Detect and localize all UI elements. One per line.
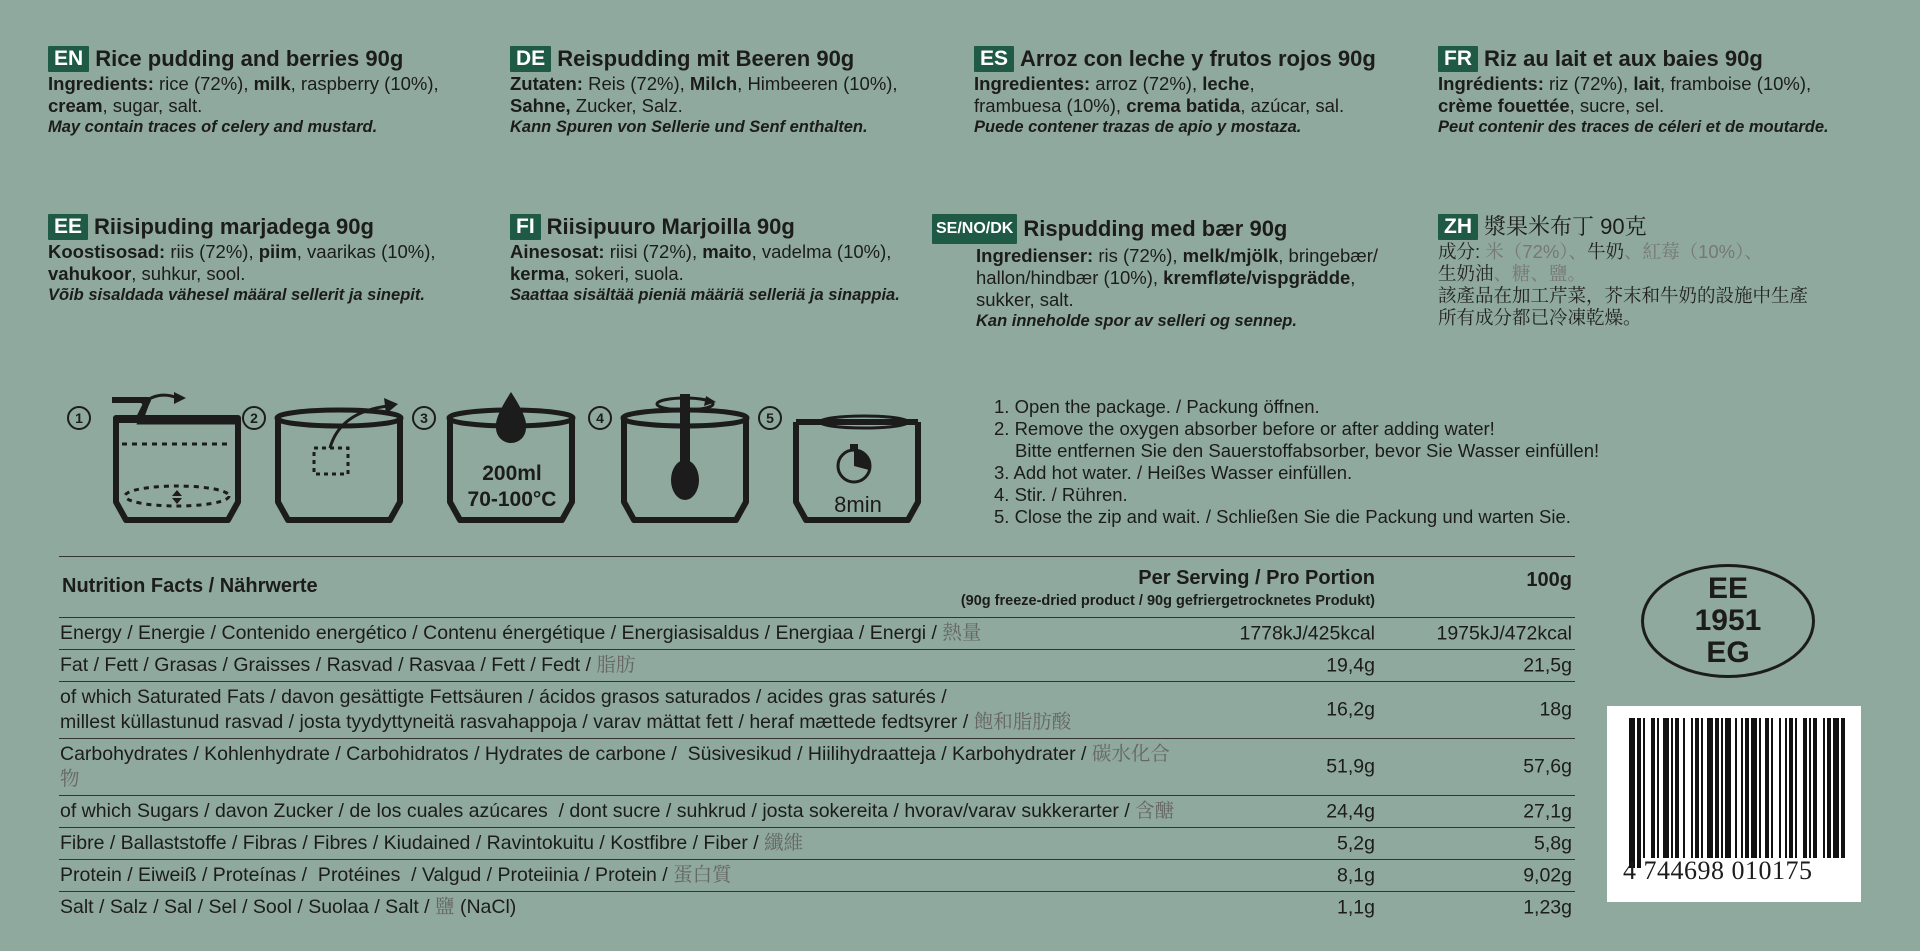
instruction-line: Bitte entfernen Sie den Sauerstoffabsorber, bevor Sie Wasser einfüllen! [1015, 440, 1600, 461]
barcode-bar [1637, 718, 1641, 868]
lang-block-ee [48, 214, 488, 306]
ingredients-line [1438, 95, 1878, 117]
nutrient-name-text: of which Saturated Fats / davon gesättigte Fettsäuren / ácidos grasos saturados / acides gras saturés / [60, 686, 947, 708]
ingredient-segment: piim [258, 241, 297, 262]
value-per-100g: 27,1g [1523, 800, 1572, 822]
nutrient-name-line [60, 831, 1180, 856]
nutrient-name-chinese: 纖維 [764, 832, 804, 854]
nutrient-name-chinese: 蛋白質 [673, 864, 732, 886]
health-mark-line: EG [1706, 636, 1750, 669]
health-mark-oval [1641, 564, 1815, 678]
ingredients-line [974, 95, 1414, 117]
per-serving-header [961, 567, 1375, 609]
ingredient-segment: , [1249, 73, 1255, 94]
barcode-bar [1725, 718, 1731, 858]
ingredient-segment: 生奶油 [1438, 263, 1494, 284]
ingredient-segment: , raspberry (10%), [290, 73, 439, 94]
ingredient-segment: lait [1633, 73, 1661, 94]
ingredient-segment: rice (72%), [153, 73, 254, 94]
nutrient-name [59, 860, 1180, 891]
step-5-number: 5 [758, 406, 782, 430]
value-per-100g: 1,23g [1523, 896, 1572, 918]
nutrient-name [59, 828, 1180, 859]
step-1-number: 1 [67, 406, 91, 430]
nutrition-row [59, 681, 1575, 738]
nutrient-name-text: Protein / Eiweiß / Proteínas / Protéines / Valgud / Proteiinia / Protein / [60, 864, 674, 886]
ingredient-segment: , bringebær/ [1278, 245, 1379, 266]
value-per-serving: 1,1g [1337, 896, 1375, 918]
value-per-100g: 57,6g [1523, 755, 1572, 778]
allergen-note: Puede contener trazas de apio y mostaza. [974, 118, 1302, 136]
ingredient-segment: Koostisosad: [48, 241, 166, 262]
ingredient-segment: Ainesosat: [510, 241, 605, 262]
nutrition-row [59, 795, 1575, 827]
ingredients-line [1438, 307, 1878, 329]
allergen-note: Saattaa sisältää pieniä määriä selleriä ja sinappia. [510, 286, 900, 304]
ingredient-segment: maito [702, 241, 752, 262]
allergen-note: Kann Spuren von Sellerie und Senf enthalten. [510, 118, 868, 136]
ingredients-line [48, 73, 488, 95]
barcode-bar [1759, 718, 1761, 858]
allergen-note: May contain traces of celery and mustard. [48, 118, 378, 136]
product-title: Arroz con leche y frutos rojos 90g [1020, 46, 1376, 71]
ingredient-segment: hallon/hindbær (10%), [976, 267, 1164, 288]
ingredients-line [976, 289, 1412, 311]
ingredients-line [1438, 241, 1878, 263]
per-serving-label: Per Serving / Pro Portion [1138, 567, 1375, 589]
lang-code-badge: FR [1438, 46, 1478, 72]
barcode-bar [1823, 718, 1825, 858]
wait-time-label: 8min [834, 492, 882, 517]
ingredient-segment: , framboise (10%), [1660, 73, 1812, 94]
nutrient-name-line [60, 799, 1180, 824]
ingredients-line [976, 245, 1412, 267]
nutrition-rows [59, 617, 1575, 923]
ingredients-line [48, 263, 488, 285]
barcode-bar [1691, 718, 1693, 858]
ingredients-line [48, 241, 488, 263]
nutrient-name-suffix: (NaCl) [454, 896, 517, 918]
ingredient-segment: kerma [510, 263, 565, 284]
barcode-bar [1701, 718, 1703, 858]
barcode-bar [1735, 718, 1737, 858]
barcode-bar [1779, 718, 1781, 858]
ingredient-segment: Sahne, [510, 95, 571, 116]
barcode-bar [1671, 718, 1673, 858]
ingredient-segment: , vadelma (10%), [751, 241, 892, 262]
nutrient-name-line [60, 653, 1180, 678]
barcode-bar [1715, 718, 1719, 858]
lang-code-badge: ES [974, 46, 1014, 72]
ingredient-segment: , sugar, salt. [102, 95, 203, 116]
nutrient-name-chinese: 鹽 [435, 896, 455, 918]
instruction-line: 4. Stir. / Rühren. [994, 484, 1128, 505]
product-title: Riisipuding marjadega 90g [94, 214, 374, 239]
nutrient-name-chinese: 熱量 [942, 622, 982, 644]
lang-header [48, 46, 488, 72]
barcode-bar [1663, 718, 1669, 858]
nutrition-row [59, 738, 1575, 795]
ingredient-segment: riis (72%), [165, 241, 259, 262]
barcode-bar [1721, 718, 1723, 858]
value-per-serving: 5,2g [1337, 832, 1375, 854]
ingredient-segment: 所有成分都已冷凍乾燥。 [1438, 307, 1642, 328]
nutrition-title: Nutrition Facts / Nährwerte [62, 575, 318, 597]
value-per-serving: 51,9g [1326, 755, 1375, 778]
barcode-bar [1745, 718, 1749, 858]
ingredients-text [48, 241, 488, 285]
product-title: Riisipuuro Marjoilla 90g [546, 214, 795, 239]
nutrient-name [59, 618, 1180, 649]
nutrition-row [59, 859, 1575, 891]
barcode-bar [1785, 718, 1787, 858]
step-4-number: 4 [588, 406, 612, 430]
ingredients-line [510, 95, 950, 117]
ingredient-segment: Ingredientes: [974, 73, 1091, 94]
value-per-100g: 5,8g [1534, 832, 1572, 854]
ingredient-segment: 、紅莓（10%）、 [1624, 241, 1763, 262]
nutrient-name-line [60, 895, 1180, 920]
nutrition-row [59, 827, 1575, 859]
barcode-bar [1803, 718, 1807, 858]
ingredient-segment: 成分: [1438, 241, 1486, 262]
nutrient-name [59, 682, 1180, 738]
product-title: Rice pudding and berries 90g [95, 46, 404, 71]
lang-block-zh [1438, 214, 1878, 329]
ingredient-segment: leche [1202, 73, 1250, 94]
instruction-line: 2. Remove the oxygen absorber before or after adding water! [994, 418, 1495, 439]
ingredient-segment: riz (72%), [1543, 73, 1634, 94]
allergen-note: Kan inneholde spor av selleri og sennep. [976, 312, 1297, 330]
nutrient-name-text: Carbohydrates / Kohlenhydrate / Carbohidratos / Hydrates de carbone / Süsivesikud / Hiilihydraatteja / Karbohydrater / [60, 743, 1092, 765]
ingredient-segment: riisi (72%), [604, 241, 703, 262]
barcode-number: 4 744698 010175 [1623, 856, 1813, 885]
per-100g-label: 100g [1526, 569, 1572, 591]
lang-code-badge: ZH [1438, 214, 1478, 240]
stir-icon [616, 392, 756, 524]
ingredient-segment: , vaarikas (10%), [296, 241, 436, 262]
value-per-100g: 18g [1539, 698, 1572, 721]
water-temp-label: 70-100°C [467, 488, 557, 511]
nutrient-name-line [60, 863, 1180, 888]
instruction-line: 5. Close the zip and wait. / Schließen Sie die Packung und warten Sie. [994, 506, 1571, 527]
barcode [1607, 706, 1861, 902]
lang-header [974, 46, 1414, 72]
preparation-instructions [994, 396, 1599, 528]
ingredients-line [510, 263, 950, 285]
product-title: Reispudding mit Beeren 90g [557, 46, 855, 71]
per-serving-note: (90g freeze-dried product / 90g gefriergetrocknetes Produkt) [960, 593, 1375, 609]
ingredient-segment: , sokeri, suola. [564, 263, 684, 284]
barcode-bar [1789, 718, 1793, 858]
open-package-icon [108, 392, 248, 524]
ingredients-text [1438, 241, 1878, 329]
ingredients-line [48, 95, 488, 117]
ingredient-segment: Ingredienser: [976, 245, 1094, 266]
ingredient-segment: crema batida [1126, 95, 1241, 116]
barcode-bar [1707, 718, 1713, 858]
ingredient-segment: arroz (72%), [1090, 73, 1203, 94]
barcode-bar [1809, 718, 1811, 858]
product-title: Riz au lait et aux baies 90g [1484, 46, 1763, 71]
ingredient-segment: cream [48, 95, 103, 116]
lang-code-badge: EN [48, 46, 89, 72]
nutrient-name-text: of which Sugars / davon Zucker / de los cuales azúcares / dont sucre / suhkrud / josta sokereita / hvorav/varav sukkerarter / [60, 800, 1136, 822]
barcode-bar [1827, 718, 1831, 858]
value-per-serving: 16,2g [1326, 698, 1375, 721]
nutrient-name-text: Energy / Energie / Contenido energético / Contenu énergétique / Energiasisaldus / Energiaa / Energi / [60, 622, 943, 644]
ingredient-segment: 米（72%）、 [1485, 241, 1588, 262]
value-per-serving: 1778kJ/425kcal [1239, 622, 1375, 644]
nutrient-name-line [60, 685, 1180, 710]
ingredient-segment: , suhkur, sool. [131, 263, 246, 284]
instruction-line: 3. Add hot water. / Heißes Wasser einfüllen. [994, 462, 1353, 483]
ingredient-segment: Zutaten: [510, 73, 583, 94]
preparation-icons [64, 392, 944, 532]
ingredient-segment: frambuesa (10%), [974, 95, 1127, 116]
ingredients-text [510, 241, 950, 285]
lang-block-es [974, 46, 1414, 138]
nutrient-name-text: millest küllastunud rasvad / josta tyydyttyneitä rasvahappoja / varav mättat fett / heraf mættede fedtsyrer / [60, 711, 974, 733]
product-title: 漿果米布丁 90克 [1484, 214, 1647, 239]
lang-header [1438, 46, 1878, 72]
ingredient-segment: 牛奶 [1587, 241, 1625, 262]
allergen-note: Võib sisaldada vähesel määral sellerit ja sinepit. [48, 286, 425, 304]
ingredient-segment: Ingrédients: [1438, 73, 1544, 94]
ingredients-text [974, 73, 1414, 117]
lang-header [932, 214, 1412, 244]
nutrient-name-text: Salt / Salz / Sal / Sel / Sool / Suolaa / Salt / [60, 896, 436, 918]
barcode-bar [1643, 718, 1645, 858]
ingredients-line [976, 267, 1412, 289]
nutrient-name [59, 796, 1180, 827]
barcode-bar [1841, 718, 1845, 858]
ingredient-segment: Ingredients: [48, 73, 154, 94]
lang-code-badge: FI [510, 214, 541, 240]
ingredient-segment: Zucker, Salz. [570, 95, 683, 116]
step-2-number: 2 [242, 406, 266, 430]
remove-absorber-icon [270, 392, 410, 524]
ingredients-line [1438, 73, 1878, 95]
step-3-number: 3 [412, 406, 436, 430]
value-per-100g: 9,02g [1523, 864, 1572, 886]
nutrient-name-line [60, 621, 1180, 646]
value-per-100g: 1975kJ/472kcal [1436, 622, 1572, 644]
barcode-bar [1651, 718, 1655, 858]
nutrition-table [59, 556, 1575, 923]
value-per-100g: 21,5g [1523, 654, 1572, 676]
nutrient-name-chinese: 飽和脂肪酸 [973, 711, 1072, 733]
instruction-line: 1. Open the package. / Packung öffnen. [994, 396, 1320, 417]
nutrient-name-line [60, 710, 1180, 735]
ingredients-text [510, 73, 950, 117]
lang-block-de [510, 46, 950, 138]
lang-block-en [48, 46, 488, 138]
ingredient-segment: kremfløte/vispgrädde [1163, 267, 1351, 288]
allergen-note: Peut contenir des traces de céleri et de moutarde. [1438, 118, 1829, 136]
ingredient-segment: 、糖、鹽。 [1493, 263, 1587, 284]
water-amount-label: 200ml [482, 462, 542, 485]
nutrient-name [59, 739, 1180, 795]
ingredient-segment: milk [253, 73, 291, 94]
value-per-serving: 24,4g [1326, 800, 1375, 822]
health-mark-line: EE [1707, 572, 1749, 605]
barcode-bar [1795, 718, 1797, 858]
nutrient-name-chinese: 碳水化合物 [60, 743, 1170, 790]
value-per-serving: 8,1g [1337, 864, 1375, 886]
barcode-bar [1675, 718, 1679, 858]
ingredients-text [48, 73, 488, 117]
ingredients-line [1438, 285, 1878, 307]
nutrition-row [59, 891, 1575, 923]
barcode-bar [1765, 718, 1769, 858]
lang-header [48, 214, 488, 240]
lang-block-fi [510, 214, 950, 306]
ingredients-line [1438, 263, 1878, 285]
ingredient-segment: sukker, salt. [976, 289, 1074, 310]
ingredients-line [510, 73, 950, 95]
barcode-bar [1771, 718, 1773, 858]
ingredients-line [510, 241, 950, 263]
barcode-bar [1683, 718, 1685, 858]
barcode-bar [1741, 718, 1743, 858]
barcode-bar [1695, 718, 1699, 858]
ingredient-segment: 該產品在加工芹菜，芥末和牛奶的設施中生產 [1438, 285, 1809, 306]
ingredients-text [1438, 73, 1878, 117]
nutrition-header [59, 556, 1575, 617]
lang-block-fr [1438, 46, 1878, 138]
ingredients-text [932, 245, 1412, 311]
barcode-bar [1813, 718, 1817, 858]
nutrient-name-text: Fat / Fett / Grasas / Graisses / Rasvad / Rasvaa / Fett / Fedt / [60, 654, 597, 676]
nutrient-name-line [60, 742, 1180, 792]
barcode-bar [1751, 718, 1757, 858]
lang-code-badge: DE [510, 46, 551, 72]
value-per-serving: 19,4g [1326, 654, 1375, 676]
nutrient-name [59, 892, 1180, 923]
ingredient-segment: ris (72%), [1093, 245, 1183, 266]
ingredient-segment: crème fouettée [1438, 95, 1570, 116]
ingredient-segment: , azúcar, sal. [1240, 95, 1345, 116]
ingredient-segment: , sucre, sel. [1569, 95, 1665, 116]
health-mark-line: 1951 [1694, 604, 1762, 637]
barcode-bar [1833, 718, 1839, 858]
ingredients-line [974, 73, 1414, 95]
ingredient-segment: Reis (72%), [582, 73, 690, 94]
lang-header [510, 214, 950, 240]
ingredient-segment: Milch [689, 73, 738, 94]
lang-code-badge: EE [48, 214, 88, 240]
barcode-bar [1629, 718, 1635, 868]
nutrition-row [59, 617, 1575, 649]
lang-header [510, 46, 950, 72]
lang-code-badge: SE/NO/DK [932, 214, 1017, 244]
lang-header [1438, 214, 1878, 240]
nutrient-name [59, 650, 1180, 681]
ingredient-segment: , Himbeeren (10%), [737, 73, 898, 94]
ingredient-segment: , [1350, 267, 1356, 288]
lang-block-se-no-dk [932, 214, 1412, 332]
nutrient-name-chinese: 含醣 [1135, 800, 1175, 822]
ingredient-segment: melk/mjölk [1182, 245, 1279, 266]
product-title: Rispudding med bær 90g [1023, 216, 1288, 241]
nutrient-name-text: Fibre / Ballaststoffe / Fibras / Fibres / Kiudained / Ravintokuitu / Kostfibre / Fiber / [60, 832, 765, 854]
barcode-bar [1657, 718, 1659, 858]
nutrition-row [59, 649, 1575, 681]
ingredient-segment: vahukoor [48, 263, 132, 284]
nutrient-name-chinese: 脂肪 [596, 654, 636, 676]
